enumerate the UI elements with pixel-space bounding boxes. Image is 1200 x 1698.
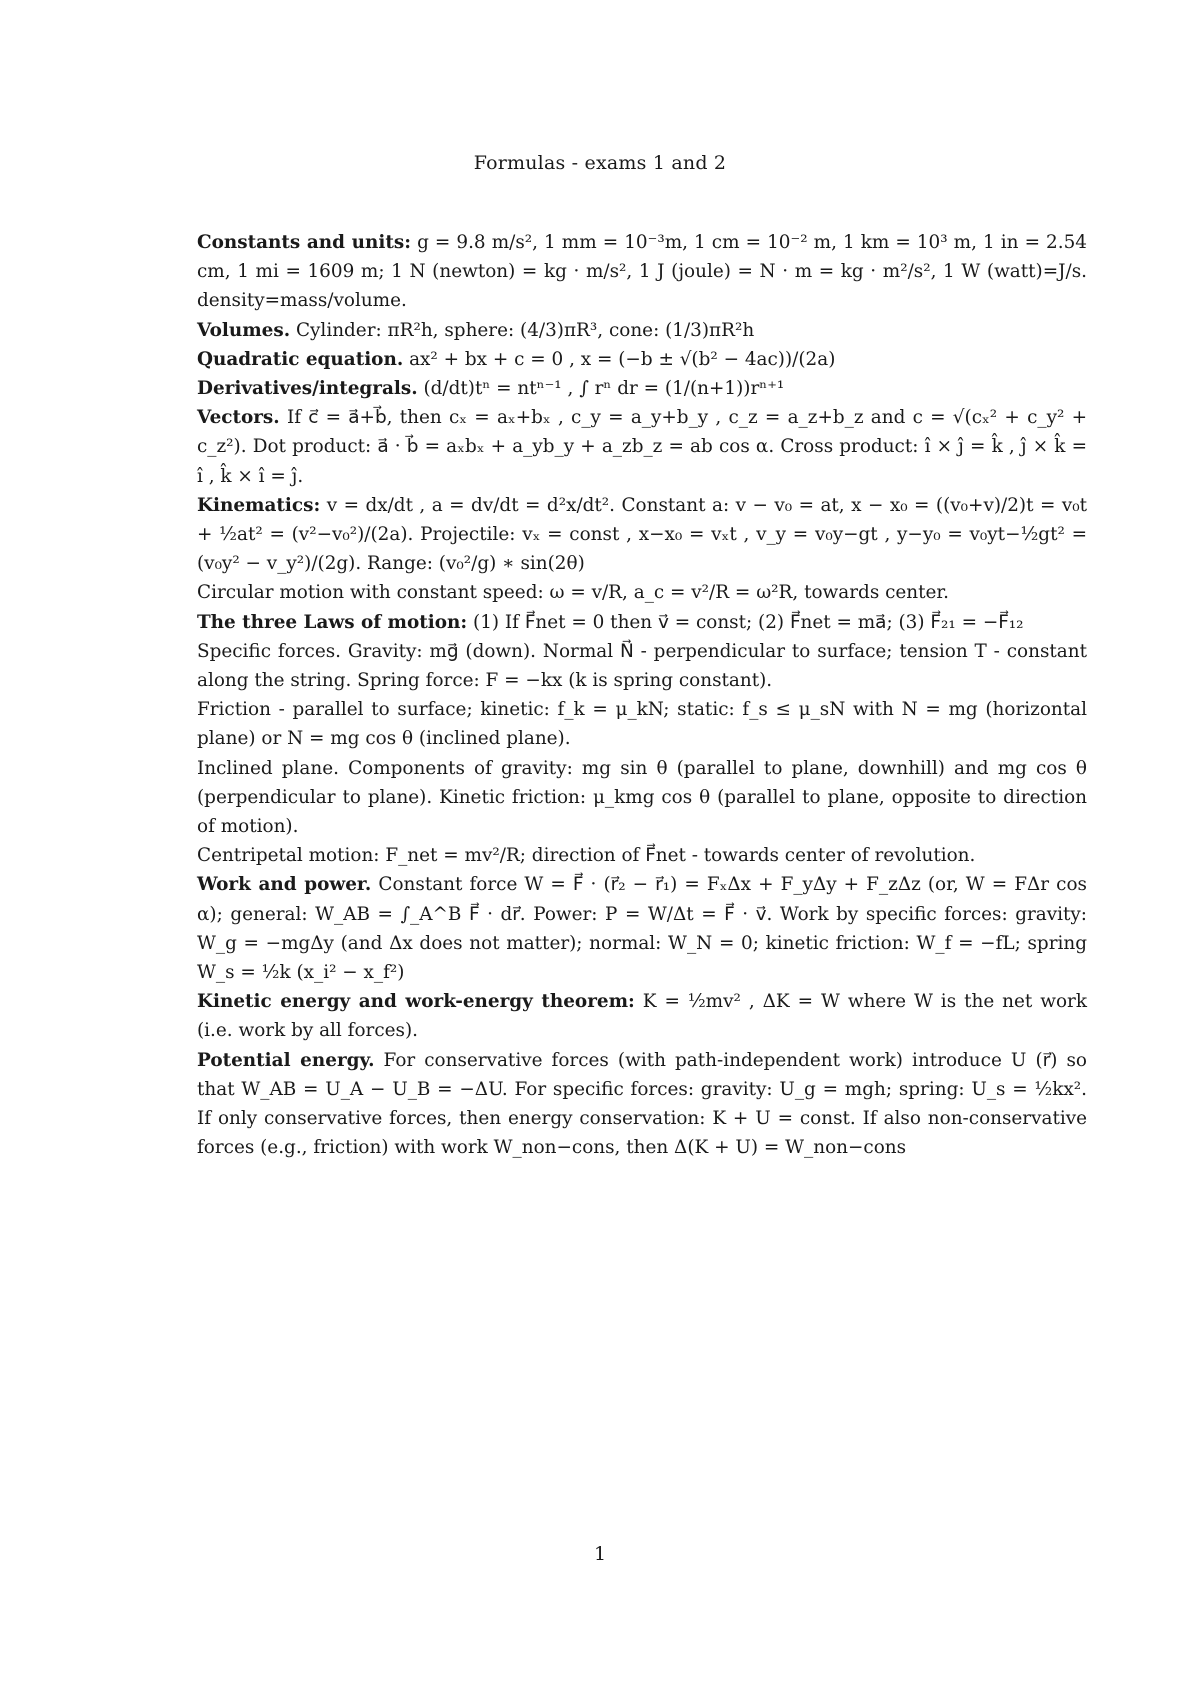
text-circular-motion: Circular motion with constant speed: ω = v/R, a_c = v²/R = ω²R, towards center. — [197, 582, 950, 604]
text-kinetic-energy: K = ½mv² , ΔK = W where W is the net work (i.e. work by all forces). — [197, 991, 1087, 1042]
heading-work-power: Work and power. — [197, 874, 372, 896]
paragraph-derivatives — [197, 374, 1087, 403]
paragraph-centripetal — [197, 841, 1087, 870]
text-kinematics: v = dx/dt , a = dv/dt = d²x/dt². Constant a: v − v₀ = at, x − x₀ = ((v₀+v)/2)t = v₀t + ½at² = (v²−v₀²)/(2a). Projectile: vₓ = const , x−x₀ = vₓt , v_y = v₀y−gt , y−y₀ = v₀yt−½gt² = (v₀y² − v_y²)/(2g). Range: (v₀²/g) ∗ sin(2θ) — [197, 494, 1087, 575]
text-volumes: Cylinder: πR²h, sphere: (4/3)πR³, cone: (1/3)πR²h — [290, 319, 755, 341]
paragraph-vectors — [197, 403, 1087, 491]
text-potential-energy: For conservative forces (with path-independent work) introduce U (r⃗) so that W_AB = U_A − U_B = −ΔU. For specific forces: gravity: U_g = mgh; spring: U_s = ½kx². If only conservative forces, then energy conservation: K + U = const. If also non-conservative forces (e.g., friction) with work W_non−cons, then Δ(K + U) = W_non−cons — [197, 1049, 1087, 1159]
heading-potential-energy: Potential energy. — [197, 1049, 375, 1071]
heading-volumes: Volumes. — [197, 319, 291, 341]
text-centripetal: Centripetal motion: F_net = mv²/R; direction of F⃗net - towards center of revolution. — [197, 845, 976, 867]
text-friction: Friction - parallel to surface; kinetic: f_k = μ_kN; static: f_s ≤ μ_sN with N = mg (horizontal plane) or N = mg cos θ (inclined plane). — [197, 699, 1087, 750]
text-specific-forces: Specific forces. Gravity: mg⃗ (down). Normal N⃗ - perpendicular to surface; tension T - constant along the string. Spring force: F = −kx (k is spring constant). — [197, 640, 1087, 692]
paragraph-kinetic-energy — [197, 987, 1087, 1045]
heading-vectors: Vectors. — [197, 407, 280, 429]
paragraph-specific-forces — [197, 637, 1087, 695]
text-laws-of-motion: (1) If F⃗net = 0 then v⃗ = const; (2) F⃗net = ma⃗; (3) F⃗₂₁ = −F⃗₁₂ — [467, 611, 1024, 633]
page-title: Formulas - exams 1 and 2 — [473, 152, 727, 174]
heading-quadratic: Quadratic equation. — [197, 348, 404, 370]
paragraph-kinematics — [197, 491, 1087, 579]
paragraph-friction — [197, 695, 1087, 753]
heading-constants-units: Constants and units: — [197, 232, 412, 253]
heading-laws-of-motion: The three Laws of motion: — [197, 611, 468, 633]
paragraph-laws-of-motion — [197, 608, 1087, 637]
heading-derivatives: Derivatives/integrals. — [197, 378, 418, 400]
text-work-power: Constant force W = F⃗ · (r⃗₂ − r⃗₁) = FₓΔx + F_yΔy + F_zΔz (or, W = FΔr cos α); general: W_AB = ∫_A^B F⃗ · dr⃗. Power: P = W/Δt = F⃗ · v⃗. Work by specific forces: gravity: W_g = −mgΔy (and Δx does not matter); normal: W_N = 0; kinetic friction: W_f = −fL; spring W_s = ½k (x_i² − x_f²) — [197, 874, 1087, 984]
heading-kinetic-energy: Kinetic energy and work-energy theorem: — [197, 991, 635, 1013]
formula-body — [197, 228, 1087, 1163]
paragraph-quadratic — [197, 345, 1087, 374]
paragraph-constants-units — [197, 228, 1087, 316]
heading-kinematics: Kinematics: — [197, 494, 321, 516]
paragraph-volumes — [197, 316, 1087, 345]
paragraph-inclined-plane — [197, 754, 1087, 842]
page-number: 1 — [593, 1543, 607, 1565]
paragraph-potential-energy — [197, 1046, 1087, 1163]
text-inclined-plane: Inclined plane. Components of gravity: mg sin θ (parallel to plane, downhill) and mg cos θ (perpendicular to plane). Kinetic friction: μ_kmg cos θ (parallel to plane, opposite to direction of motion). — [197, 757, 1087, 838]
paragraph-work-power — [197, 870, 1087, 987]
text-derivatives: (d/dt)tⁿ = ntⁿ⁻¹ , ∫ rⁿ dr = (1/(n+1))rⁿ⁺¹ — [417, 378, 785, 400]
paragraph-circular-motion — [197, 578, 1087, 607]
text-vectors: If c⃗ = a⃗+b⃗, then cₓ = aₓ+bₓ , c_y = a_y+b_y , c_z = a_z+b_z and c = √(cₓ² + c_y² + c_z²). Dot product: a⃗ · b⃗ = aₓbₓ + a_yb_y + a_zb_z = ab cos α. Cross product: î × ĵ = k̂ , ĵ × k̂ = î , k̂ × î = ĵ. — [197, 407, 1087, 487]
text-constants-units: g = 9.8 m/s², 1 mm = 10⁻³m, 1 cm = 10⁻² m, 1 km = 10³ m, 1 in = 2.54 cm, 1 mi = 1609 m; 1 N (newton) = kg · m/s², 1 J (joule) = N · m = kg · m²/s², 1 W (watt)=J/s. density=mass/volume. — [197, 232, 1088, 312]
text-quadratic: ax² + bx + c = 0 , x = (−b ± √(b² − 4ac))/(2a) — [403, 348, 836, 370]
